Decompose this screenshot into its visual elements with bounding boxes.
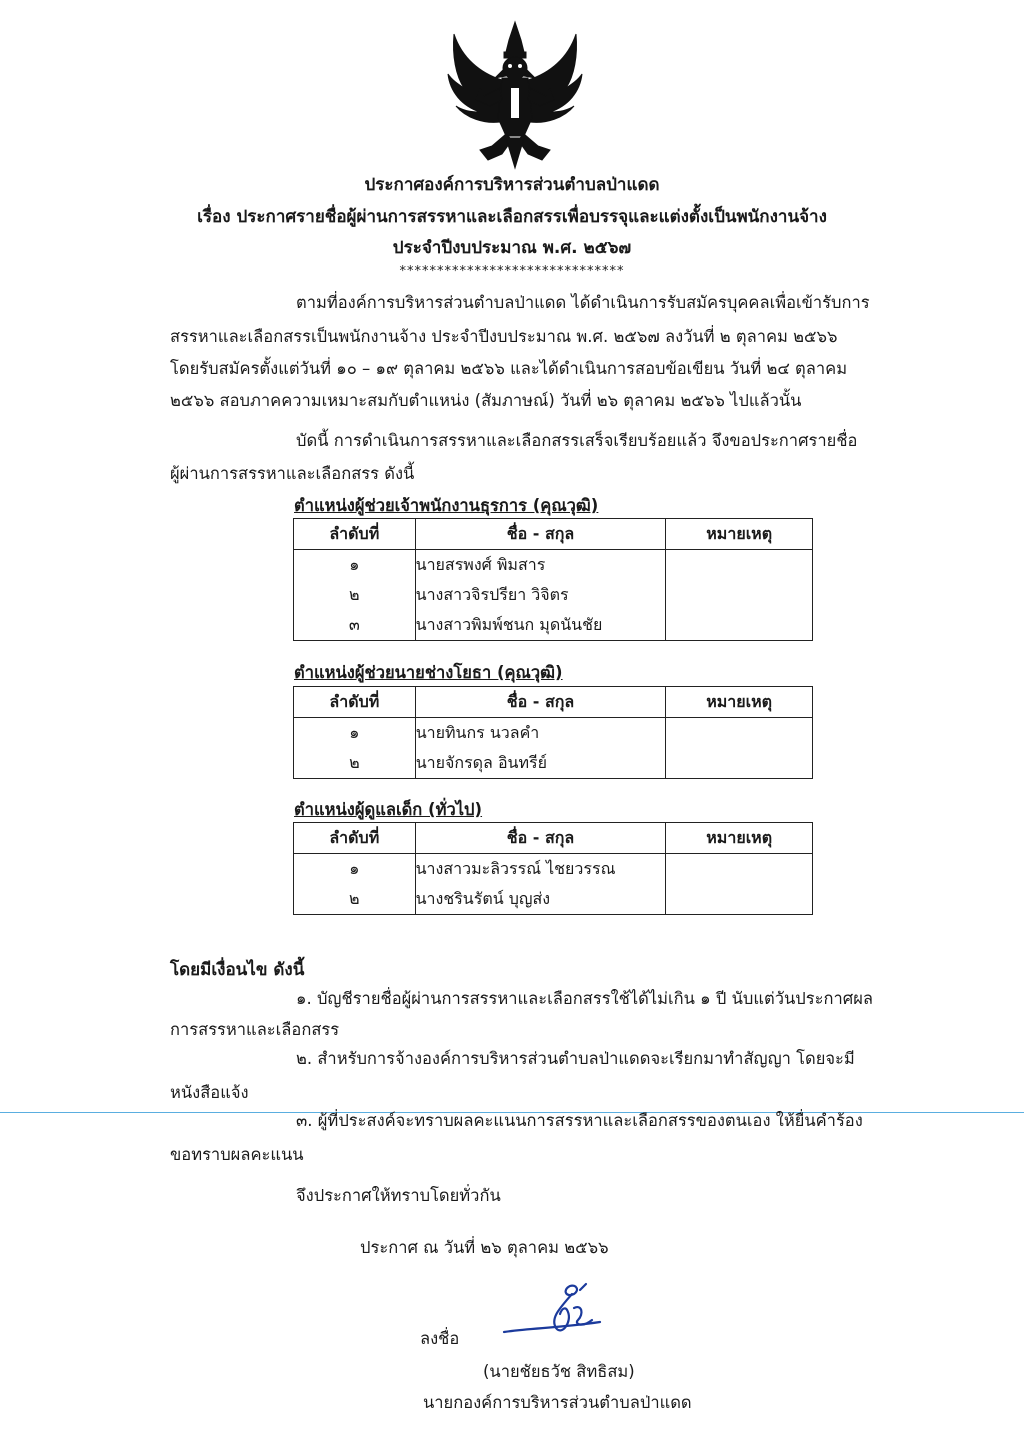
row-note bbox=[666, 580, 813, 610]
column-header-no: ลำดับที่ bbox=[294, 687, 416, 718]
intro-line-2: สรรหาและเลือกสรรเป็นพนักงานจ้าง ประจำปีงบประมาณ พ.ศ. ๒๕๖๗ ลงวันที่ ๒ ตุลาคม ๒๕๖๖ bbox=[170, 327, 838, 346]
garuda-emblem bbox=[440, 18, 590, 173]
closing-line: จึงประกาศให้ทราบโดยทั่วกัน bbox=[296, 1186, 501, 1205]
list-table-caregiver bbox=[293, 822, 813, 915]
row-name: นางสาวจิรปรียา วิจิตร bbox=[415, 580, 666, 610]
list-table-technician bbox=[293, 686, 813, 779]
document-title: ประกาศองค์การบริหารส่วนตำบลป่าแดด bbox=[364, 175, 660, 195]
table-row bbox=[294, 580, 813, 610]
signer-position: นายกองค์การบริหารส่วนตำบลป่าแดด bbox=[423, 1393, 692, 1412]
table-row bbox=[294, 610, 813, 641]
row-note bbox=[666, 884, 813, 915]
column-header-note: หมายเหตุ bbox=[666, 823, 813, 854]
section-title-caregiver: ตำแหน่งผู้ดูแลเด็ก (ทั่วไป) bbox=[294, 800, 483, 819]
row-no: ๒ bbox=[294, 884, 416, 915]
fiscal-year: ประจำปีงบประมาณ พ.ศ. ๒๕๖๗ bbox=[392, 238, 632, 258]
row-note bbox=[666, 748, 813, 779]
row-no: ๓ bbox=[294, 610, 416, 641]
row-name: นายทินกร นวลคำ bbox=[415, 718, 666, 749]
table-row bbox=[294, 748, 813, 779]
announce-line-2: ผู้ผ่านการสรรหาและเลือกสรร ดังนี้ bbox=[170, 464, 415, 483]
table-row bbox=[294, 884, 813, 915]
column-header-name: ชื่อ - สกุล bbox=[415, 823, 666, 854]
star-divider: ****************************** bbox=[399, 264, 625, 279]
condition-3-line-1: ๓. ผู้ที่ประสงค์จะทราบผลคะแนนการสรรหาและเลือกสรรของตนเอง ให้ยื่นคำร้อง bbox=[296, 1111, 863, 1130]
row-name: นางสาวพิมพ์ชนก มุดนันชัย bbox=[415, 610, 666, 641]
intro-line-3: โดยรับสมัครตั้งแต่วันที่ ๑๐ – ๑๙ ตุลาคม ๒๕๖๖ และได้ดำเนินการสอบข้อเขียน วันที่ ๒๔ ตุลาคม bbox=[170, 359, 848, 378]
announce-line-1: บัดนี้ การดำเนินการสรรหาและเลือกสรรเสร็จเรียบร้อยแล้ว จึงขอประกาศรายชื่อ bbox=[296, 431, 858, 450]
row-note bbox=[666, 854, 813, 885]
table-row bbox=[294, 550, 813, 581]
signer-name: (นายชัยธวัช สิทธิสม) bbox=[483, 1362, 635, 1381]
row-no: ๒ bbox=[294, 748, 416, 779]
row-name: นายจักรดุล อินทรีย์ bbox=[415, 748, 666, 779]
row-no: ๒ bbox=[294, 580, 416, 610]
condition-2-line-1: ๒. สำหรับการจ้างองค์การบริหารส่วนตำบลป่าแดดจะเรียกมาทำสัญญา โดยจะมี bbox=[296, 1049, 855, 1068]
intro-line-4: ๒๕๖๖ สอบภาคความเหมาะสมกับตำแหน่ง (สัมภาษณ์) วันที่ ๒๖ ตุลาคม ๒๕๖๖ ไปแล้วนั้น bbox=[170, 391, 802, 410]
condition-2-line-2: หนังสือแจ้ง bbox=[170, 1083, 249, 1102]
table-row bbox=[294, 854, 813, 885]
handwritten-signature bbox=[500, 1278, 620, 1348]
column-header-note: หมายเหตุ bbox=[666, 519, 813, 550]
row-name: นายสรพงศ์ พิมสาร bbox=[415, 550, 666, 581]
sign-label: ลงชื่อ bbox=[420, 1329, 460, 1348]
row-note bbox=[666, 610, 813, 641]
row-no: ๑ bbox=[294, 718, 416, 749]
column-header-no: ลำดับที่ bbox=[294, 519, 416, 550]
column-header-note: หมายเหตุ bbox=[666, 687, 813, 718]
column-header-name: ชื่อ - สกุล bbox=[415, 519, 666, 550]
announce-date: ประกาศ ณ วันที่ ๒๖ ตุลาคม ๒๕๖๖ bbox=[360, 1238, 609, 1257]
condition-3-line-2: ขอทราบผลคะแนน bbox=[170, 1145, 304, 1164]
row-name: นางสาวมะลิวรรณ์ ไชยวรรณ bbox=[415, 854, 666, 885]
section-title-technician: ตำแหน่งผู้ช่วยนายช่างโยธา (คุณวุฒิ) bbox=[294, 663, 563, 682]
section-title-clerk: ตำแหน่งผู้ช่วยเจ้าพนักงานธุรการ (คุณวุฒิ) bbox=[294, 496, 599, 515]
list-table-clerk bbox=[293, 518, 813, 641]
column-header-no: ลำดับที่ bbox=[294, 823, 416, 854]
row-no: ๑ bbox=[294, 550, 416, 581]
condition-1-line-1: ๑. บัญชีรายชื่อผู้ผ่านการสรรหาและเลือกสรรใช้ได้ไม่เกิน ๑ ปี นับแต่วันประกาศผล bbox=[296, 989, 873, 1008]
row-note bbox=[666, 718, 813, 749]
row-note bbox=[666, 550, 813, 581]
document-subject: เรื่อง ประกาศรายชื่อผู้ผ่านการสรรหาและเลือกสรรเพื่อบรรจุและแต่งตั้งเป็นพนักงานจ้าง bbox=[197, 207, 827, 227]
intro-line-1: ตามที่องค์การบริหารส่วนตำบลป่าแดด ได้ดำเนินการรับสมัครบุคคลเพื่อเข้ารับการ bbox=[296, 293, 870, 312]
condition-1-line-2: การสรรหาและเลือกสรร bbox=[170, 1020, 340, 1039]
table-row bbox=[294, 718, 813, 749]
conditions-title: โดยมีเงื่อนไข ดังนี้ bbox=[170, 960, 305, 980]
row-name: นางชรินรัตน์ บุญส่ง bbox=[415, 884, 666, 915]
row-no: ๑ bbox=[294, 854, 416, 885]
column-header-name: ชื่อ - สกุล bbox=[415, 687, 666, 718]
